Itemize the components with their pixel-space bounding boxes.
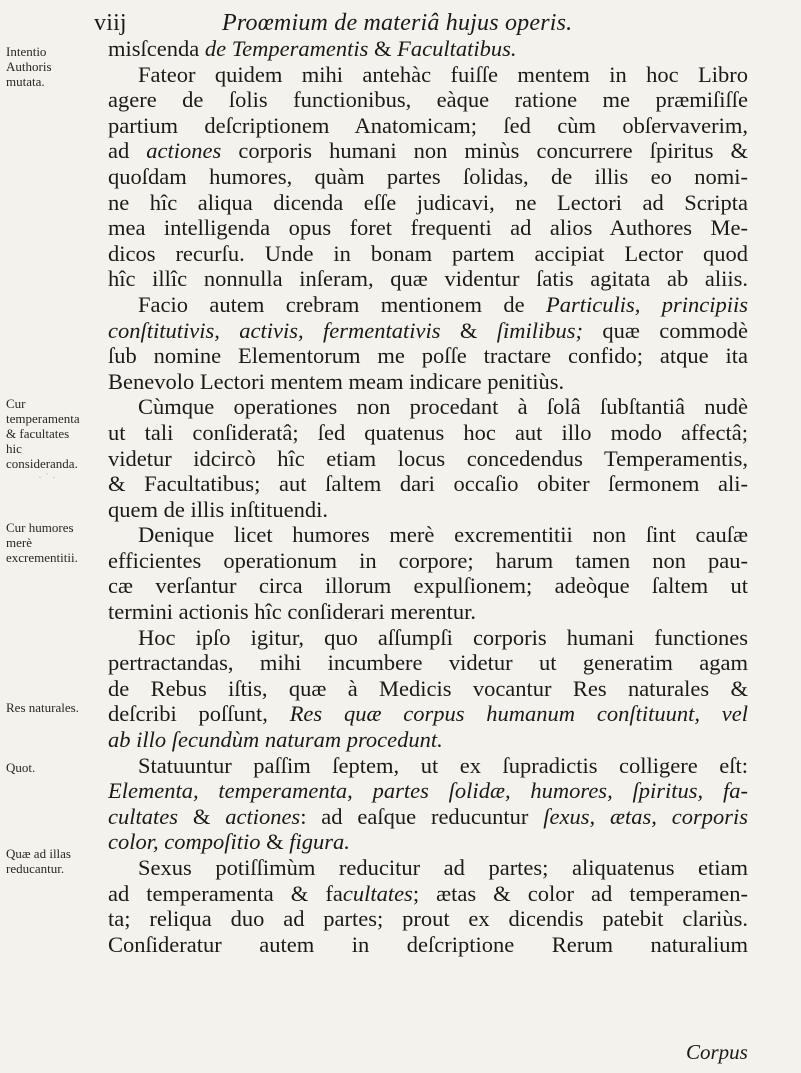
text-line: termini actionis hîc conſiderari merentur. — [108, 599, 476, 625]
text-line: quoſdam humores, quàm partes ſolidas, de illis eo nomi- — [108, 163, 748, 189]
text-line: ab illo ſecundùm naturam procedunt. — [108, 727, 443, 753]
text-line: efficientes operationum in corpore; harum tamen non pau- — [108, 547, 748, 573]
margin-note-res-naturales: Res naturales. — [6, 700, 79, 715]
text-line: partium deſcriptionem Anatomicam; ſed cùm obſervaverim, — [108, 112, 748, 138]
text-line: & Facultatibus; aut ſaltem dari occaſio obiter ſermonem ali- — [108, 471, 748, 497]
text-line: misſcenda de Temperamentis & Facultatibus. — [108, 36, 517, 61]
text-line: Cùmque operationes non procedant à ſolâ ſubſtantiâ nudè — [138, 394, 748, 420]
text-line: hîc illîc nonnulla inſeram, quæ videntur ſatis agitata ab aliis. — [108, 266, 748, 292]
text-line: Conſideratur autem in deſcriptione Rerum naturalium — [108, 931, 748, 957]
text-line: Benevolo Lectori mentem meam indicare penitiùs. — [108, 368, 565, 394]
text-line: cultates & actiones: ad eaſque reducuntur ſexus, ætas, corporis — [108, 803, 748, 829]
text-line: Elementa, temperamenta, partes ſolidæ, humores, ſpiritus, fa- — [108, 778, 748, 804]
text-line: videtur idcircò hîc etiam locus concedendus Temperamentis, — [108, 445, 748, 471]
running-title: Proœmium de materiâ hujus operis. — [222, 10, 573, 36]
text-line: ad temperamenta & facultates; ætas & color ad temperamen- — [108, 880, 748, 906]
text-line: Statuuntur paſſim ſeptem, ut ex ſupradictis colligere eſt: — [138, 752, 748, 778]
margin-note-humores: Cur humores merè excrementitii. — [6, 520, 78, 565]
text-line: de Rebus iſtis, quæ à Medicis vocantur Res naturales & — [108, 675, 748, 701]
margin-note-temperamenta: Cur temperamenta & facultates hic consideranda. — [6, 396, 80, 471]
margin-note-intentio: Intentio Authoris mutata. — [6, 44, 52, 89]
text-line: deſcribi poſſunt, Res quæ corpus humanum conſtituunt, vel — [108, 701, 748, 727]
text-line: Denique licet humores merè excrementitii non ſint cauſæ — [138, 522, 748, 548]
text-line: color, compoſitio & figura. — [108, 829, 350, 855]
text-line: Fateor quidem mihi antehàc fuiſſe mentem in hoc Libro — [138, 61, 748, 87]
text-line: Facio autem crebram mentionem de Particulis, principiis — [138, 291, 748, 317]
text-line: quem de illis inſtituendi. — [108, 496, 328, 522]
text-line: pertractandas, mihi incumbere videtur ut generatim agam — [108, 650, 748, 676]
text-line: ut tali conſideratâ; ſed quatenus hoc aut illo modo affectâ; — [108, 419, 748, 445]
text-line: ad actiones corporis humani non minùs concurrere ſpiritus & — [108, 138, 748, 164]
text-line: dicos recurſu. Unde in bonam partem accipiat Lector quod — [108, 240, 748, 266]
body-text — [108, 36, 748, 957]
text-line: mea intelligenda opus foret frequenti ad alios Authores Me- — [108, 215, 748, 241]
text-line: ne hîc aliqua dicenda eſſe judicavi, ne Lectori ad Scripta — [108, 189, 748, 215]
catchword: Corpus — [686, 1040, 748, 1064]
text-line: conſtitutivis, activis, fermentativis & ſimilibus; quæ commodè — [108, 317, 748, 343]
text-line: Hoc ipſo igitur, quo aſſumpſi corporis humani functiones — [138, 624, 748, 650]
margin-note-reducantur: Quæ ad illas reducantur. — [6, 846, 71, 876]
text-line: ta; reliqua duo ad partes; prout ex dicendis patebit clariùs. — [108, 906, 748, 932]
page-header — [82, 8, 722, 38]
margin-note-quot: Quot. — [6, 760, 36, 775]
folio-number: viij — [94, 10, 127, 36]
text-line: Sexus potiſſimùm reducitur ad partes; aliquatenus etiam — [138, 855, 748, 880]
text-line: agere de ſolis functionibus, eàque ratione me præmiſiſſe — [108, 87, 748, 113]
text-line: ſub nomine Elementorum me poſſe tractare confido; atque ita — [108, 343, 748, 369]
text-line: cæ verſantur circa illorum expulſionem; adeòque ſaltem ut — [108, 573, 748, 599]
ink-smudge: · ˙ · — [38, 470, 56, 484]
